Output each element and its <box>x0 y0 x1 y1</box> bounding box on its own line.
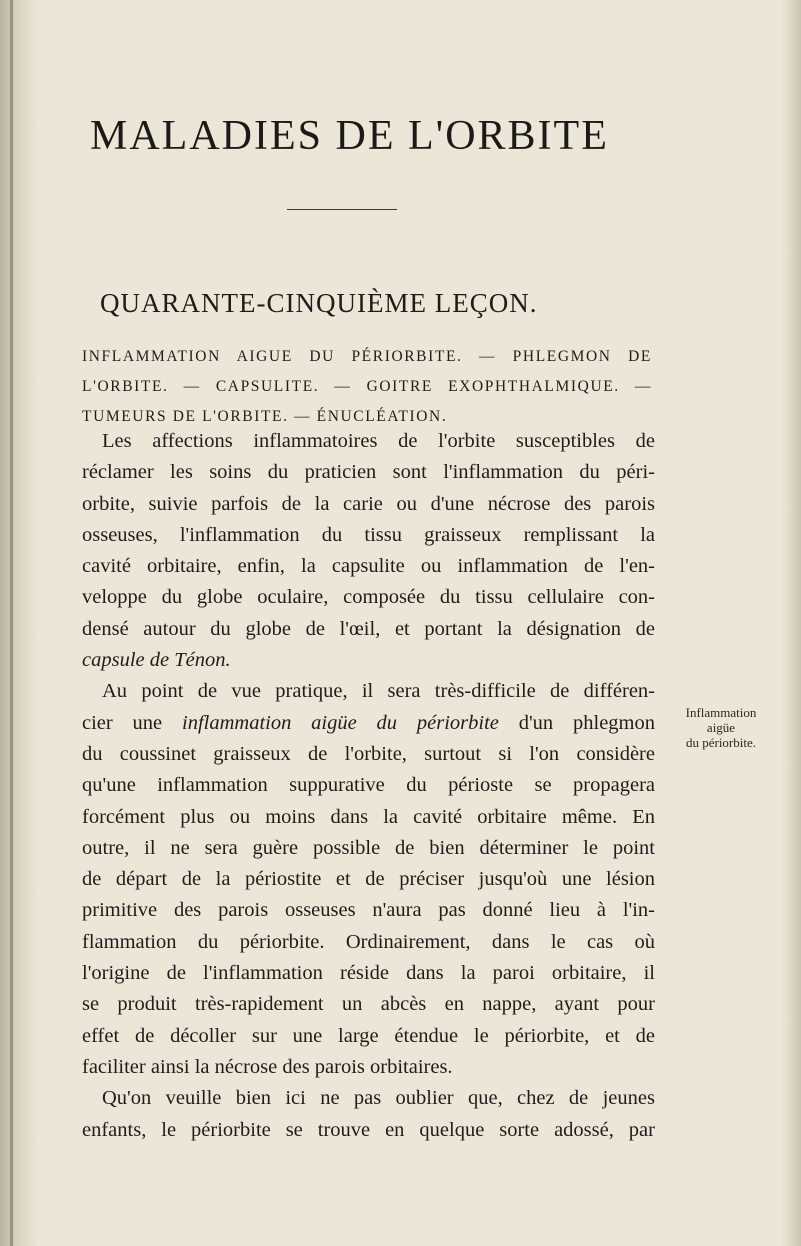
margin-note-line: du périorbite. <box>685 735 757 750</box>
text-line: Qu'on veuille bien ici ne pas oublier que, chez de jeunes <box>102 1087 655 1110</box>
summary-line: TUMEURS DE L'ORBITE. — ÉNUCLÉATION. <box>82 408 448 425</box>
text-line: Les affections inflammatoires de l'orbite susceptibles de <box>102 430 655 452</box>
text-line: se produit très-rapidement un abcès en nappe, ayant pour <box>82 993 655 1016</box>
italic-term: inflammation aigüe du périorbite <box>182 711 499 734</box>
text-line: réclamer les soins du praticien sont l'inflammation du péri- <box>82 461 655 484</box>
body-text <box>82 426 655 1146</box>
page-edge-left <box>0 0 38 1246</box>
text-line: osseuses, l'inflammation du tissu graisseux remplissant la <box>82 523 655 546</box>
text-fragment: d'un phlegmon <box>498 711 655 734</box>
summary-line: INFLAMMATION AIGUE DU PÉRIORBITE. — PHLEGMON DE <box>82 348 652 365</box>
text-line: veloppe du globe oculaire, composée du tissu cellulaire con- <box>82 586 655 609</box>
page-edge-right <box>781 0 801 1246</box>
text-line: l'origine de l'inflammation réside dans la paroi orbitaire, il <box>82 962 655 985</box>
text-line: forcément plus ou moins dans la cavité orbitaire même. En <box>82 805 655 828</box>
text-line: flammation du périorbite. Ordinairement, dans le cas où <box>82 930 655 953</box>
italic-term: capsule de Ténon. <box>82 649 231 672</box>
text-fragment: cier une <box>82 711 182 734</box>
text-line: primitive des parois osseuses n'aura pas donné lieu à l'in- <box>82 899 655 922</box>
text-line: enfants, le périorbite se trouve en quelque sorte adossé, par <box>82 1118 655 1141</box>
text-line <box>82 645 655 676</box>
text-line: faciliter ainsi la nécrose des parois orbitaires. <box>82 1055 453 1078</box>
text-line: orbite, suivie parfois de la carie ou d'une nécrose des parois <box>82 492 655 515</box>
text-line: outre, il ne sera guère possible de bien déterminer le point <box>82 836 655 859</box>
margin-note-line: Inflammation <box>685 705 757 720</box>
binding-shadow <box>10 0 13 1246</box>
text-line: Au point de vue pratique, il sera très-difficile de différen- <box>102 680 655 703</box>
text-line: du coussinet graisseux de l'orbite, surtout si l'on considère <box>82 742 655 765</box>
margin-note-line: aigüe <box>706 720 736 735</box>
summary-line: L'ORBITE. — CAPSULITE. — GOITRE EXOPHTHALMIQUE. — <box>82 378 652 395</box>
text-line <box>82 708 655 739</box>
title-rule <box>287 209 397 210</box>
text-line: densé autour du globe de l'œil, et portant la désignation de <box>82 617 655 640</box>
text-line: qu'une inflammation suppurative du périoste se propagera <box>82 774 655 797</box>
text-line: de départ de la périostite et de préciser jusqu'où une lésion <box>82 868 655 891</box>
text-line: cavité orbitaire, enfin, la capsulite ou inflammation de l'en- <box>82 555 655 578</box>
lecon-summary <box>82 342 652 432</box>
text-line: effet de décoller sur une large étendue le périorbite, et de <box>82 1024 655 1047</box>
margin-note <box>662 705 780 750</box>
chapter-title: MALADIES DE L'ORBITE <box>90 113 609 159</box>
lecon-heading: QUARANTE-CINQUIÈME LEÇON. <box>100 288 538 318</box>
